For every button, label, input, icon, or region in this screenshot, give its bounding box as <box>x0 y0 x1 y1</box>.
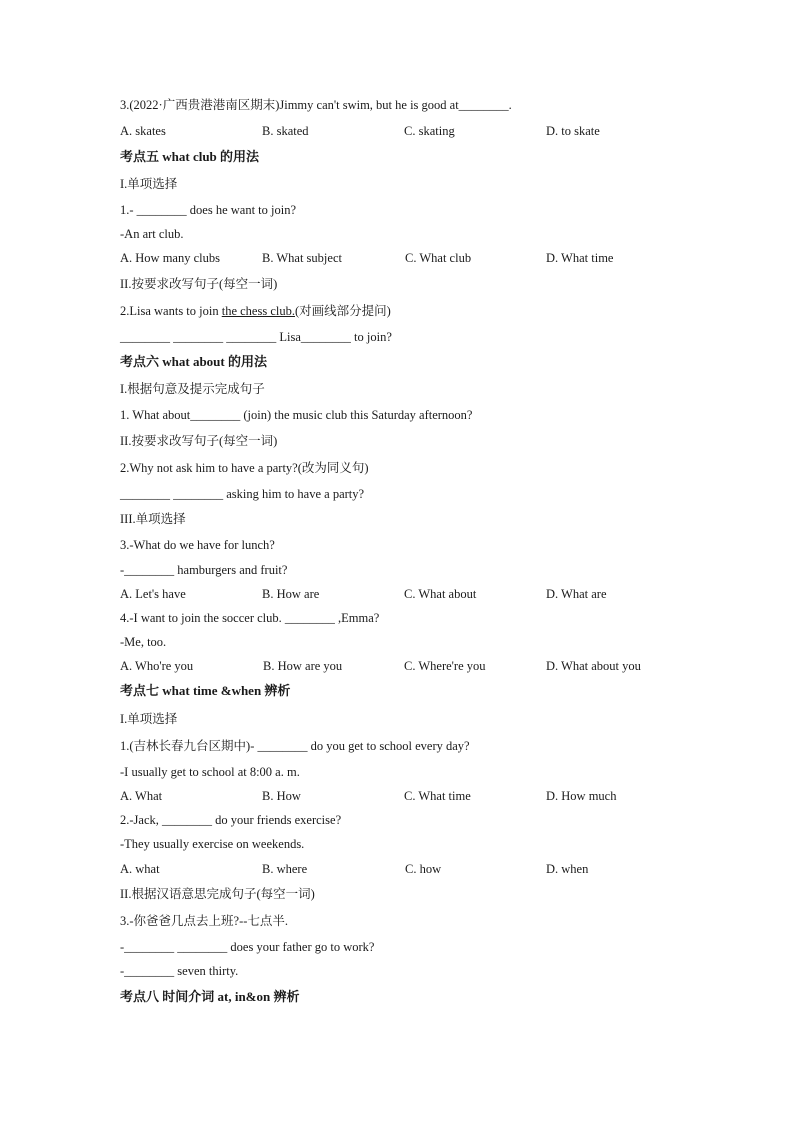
option-d: D. when <box>546 862 589 876</box>
section-7-part-1: I.单项选择 <box>120 712 178 726</box>
option-a: A. Let's have <box>120 587 186 601</box>
section-5-heading: 考点五 what club 的用法 <box>120 149 260 164</box>
option-c: C. What club <box>405 251 472 265</box>
option-a: A. How many clubs <box>120 251 220 265</box>
section-5-part-1: I.单项选择 <box>120 177 178 191</box>
option-c: C. how <box>405 862 442 876</box>
section-6-question-4: 4.-I want to join the soccer club. ________ ,Emma? <box>120 611 380 625</box>
option-b: B. How <box>262 789 301 803</box>
option-b: B. where <box>262 862 308 876</box>
option-d: D. What are <box>546 587 607 601</box>
option-b: B. How are <box>262 587 320 601</box>
underlined-phrase: the chess club. <box>221 304 295 318</box>
section-6-answer-4: -Me, too. <box>120 635 167 649</box>
section-6-question-3: 3.-What do we have for lunch? <box>120 538 275 552</box>
section-7-part-2: II.根据汉语意思完成句子(每空一词) <box>120 887 315 901</box>
option-b: B. What subject <box>262 251 342 265</box>
option-d: D. What about you <box>546 659 641 673</box>
option-d: D. What time <box>546 251 614 265</box>
option-c: C. Where're you <box>404 659 486 673</box>
section-7-answer-line-2: -________ seven thirty. <box>120 964 239 978</box>
section-5-answer-blanks: ________ ________ ________ Lisa________ to join? <box>120 330 392 344</box>
section-5-question-1: 1.- ________ does he want to join? <box>120 203 297 217</box>
section-6-question-1: 1. What about________ (join) the music club this Saturday afternoon? <box>120 408 473 422</box>
section-7-question-2: 2.-Jack, ________ do your friends exercise? <box>120 813 342 827</box>
section-7-question-3: 3.-你爸爸几点去上班?--七点半. <box>120 914 289 928</box>
section-8-heading: 考点八 时间介词 at, in&on 辨析 <box>120 989 300 1004</box>
option-a: A. skates <box>120 124 166 138</box>
section-6-heading: 考点六 what about 的用法 <box>120 354 267 369</box>
option-a: A. What <box>120 789 163 803</box>
option-b: B. skated <box>262 124 309 138</box>
option-c: C. What about <box>404 587 477 601</box>
section-6-answer-3: -________ hamburgers and fruit? <box>120 563 288 577</box>
section-5-question-2 <box>120 303 391 319</box>
section-7-answer-1: -I usually get to school at 8:00 a. m. <box>120 765 300 779</box>
option-a: A. Who're you <box>120 659 194 673</box>
question-2-prefix: 2.Lisa wants to join <box>120 304 222 318</box>
section-7-answer-line-1: -________ ________ does your father go to work? <box>120 940 375 954</box>
section-6-part-1: I.根据句意及提示完成句子 <box>120 382 265 396</box>
option-d: D. How much <box>546 789 617 803</box>
section-6-part-2: II.按要求改写句子(每空一词) <box>120 434 278 448</box>
option-b: B. How are you <box>263 659 343 673</box>
section-6-question-2: 2.Why not ask him to have a party?(改为同义句) <box>120 461 369 475</box>
option-d: D. to skate <box>546 124 600 138</box>
section-7-heading: 考点七 what time &when 辨析 <box>120 683 291 698</box>
section-6-answer-blanks: ________ ________ asking him to have a party? <box>120 487 365 501</box>
question-3-stem: 3.(2022·广西贵港港南区期末)Jimmy can't swim, but he is good at________. <box>120 98 512 112</box>
option-a: A. what <box>120 862 160 876</box>
option-c: C. skating <box>404 124 455 138</box>
section-5-answer-1: -An art club. <box>120 227 184 241</box>
option-c: C. What time <box>404 789 471 803</box>
section-7-answer-2: -They usually exercise on weekends. <box>120 837 305 851</box>
section-5-part-2: II.按要求改写句子(每空一词) <box>120 277 278 291</box>
section-7-question-1: 1.(吉林长春九台区期中)- ________ do you get to school every day? <box>120 739 470 753</box>
section-6-part-3: III.单项选择 <box>120 512 186 526</box>
question-2-instruction: (对画线部分提问) <box>294 304 391 318</box>
